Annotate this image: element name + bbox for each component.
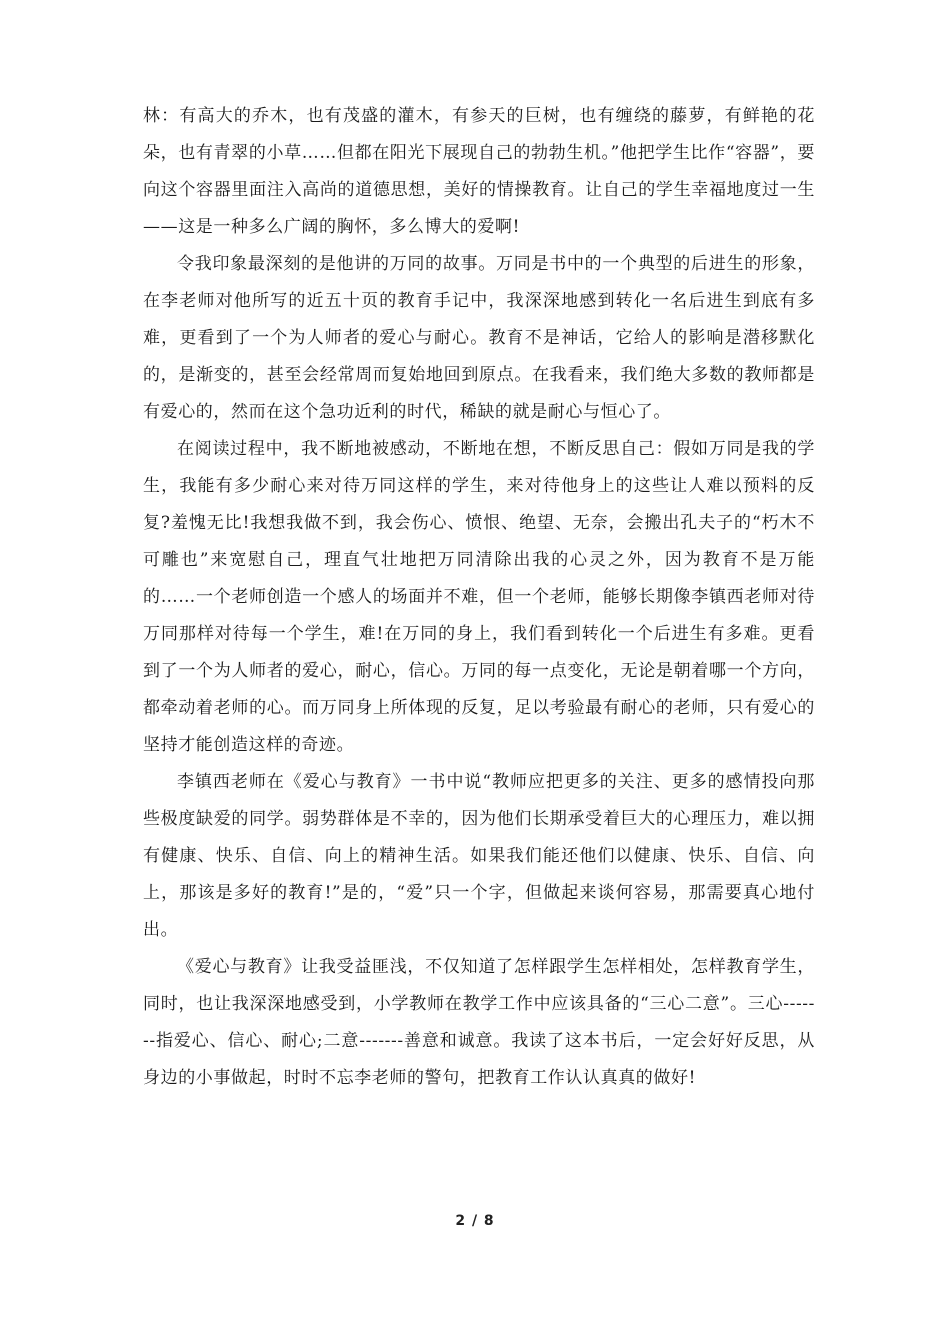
paragraph-5: 《爱心与教育》让我受益匪浅，不仅知道了怎样跟学生怎样相处，怎样教育学生，同时，也让我深深地感受到，小学教师在教学工作中应该具备的“三心二意”。三心-------指爱心、信心、耐心;二意-------善意和诚意。我读了这本书后，一定会好好反思，从身边的小事做起，时时不忘李老师的警句，把教育工作认认真真的做好! <box>143 957 815 1088</box>
paragraph-2: 令我印象最深刻的是他讲的万同的故事。万同是书中的一个典型的后进生的形象，在李老师对他所写的近五十页的教育手记中，我深深地感到转化一名后进生到底有多难，更看到了一个为人师者的爱心与耐心。教育不是神话，它给人的影响是潜移默化的，是渐变的，甚至会经常周而复始地回到原点。在我看来，我们绝大多数的教师都是有爱心的，然而在这个急功近利的时代，稀缺的就是耐心与恒心了。 <box>143 254 815 422</box>
document-body <box>143 98 815 1097</box>
paragraph-4: 李镇西老师在《爱心与教育》一书中说“教师应把更多的关注、更多的感情投向那些极度缺爱的同学。弱势群体是不幸的，因为他们长期承受着巨大的心理压力，难以拥有健康、快乐、自信、向上的精神生活。如果我们能还他们以健康、快乐、自信、向上，那该是多好的教育!”是的，“爱”只一个字，但做起来谈何容易，那需要真心地付出。 <box>143 772 815 940</box>
page-number: 2 / 8 <box>455 1213 495 1229</box>
paragraph-3: 在阅读过程中，我不断地被感动，不断地在想，不断反思自己：假如万同是我的学生，我能有多少耐心来对待万同这样的学生，来对待他身上的这些让人难以预料的反复?羞愧无比!我想我做不到，我会伤心、愤恨、绝望、无奈，会搬出孔夫子的“朽木不可雕也”来宽慰自己，理直气壮地把万同清除出我的心灵之外，因为教育不是万能的……一个老师创造一个感人的场面并不难，但一个老师，能够长期像李镇西老师对待万同那样对待每一个学生，难!在万同的身上，我们看到转化一个后进生有多难。更看到了一个为人师者的爱心，耐心，信心。万同的每一点变化，无论是朝着哪一个方向，都牵动着老师的心。而万同身上所体现的反复，足以考验最有耐心的老师，只有爱心的坚持才能创造这样的奇迹。 <box>143 439 815 755</box>
paragraph-1: 林：有高大的乔木，也有茂盛的灌木，有参天的巨树，也有缠绕的藤萝，有鲜艳的花朵，也有青翠的小草……但都在阳光下展现自己的勃勃生机。”他把学生比作“容器”，要向这个容器里面注入高尚的道德思想，美好的情操教育。让自己的学生幸福地度过一生——这是一种多么广阔的胸怀，多么博大的爱啊! <box>143 106 815 237</box>
